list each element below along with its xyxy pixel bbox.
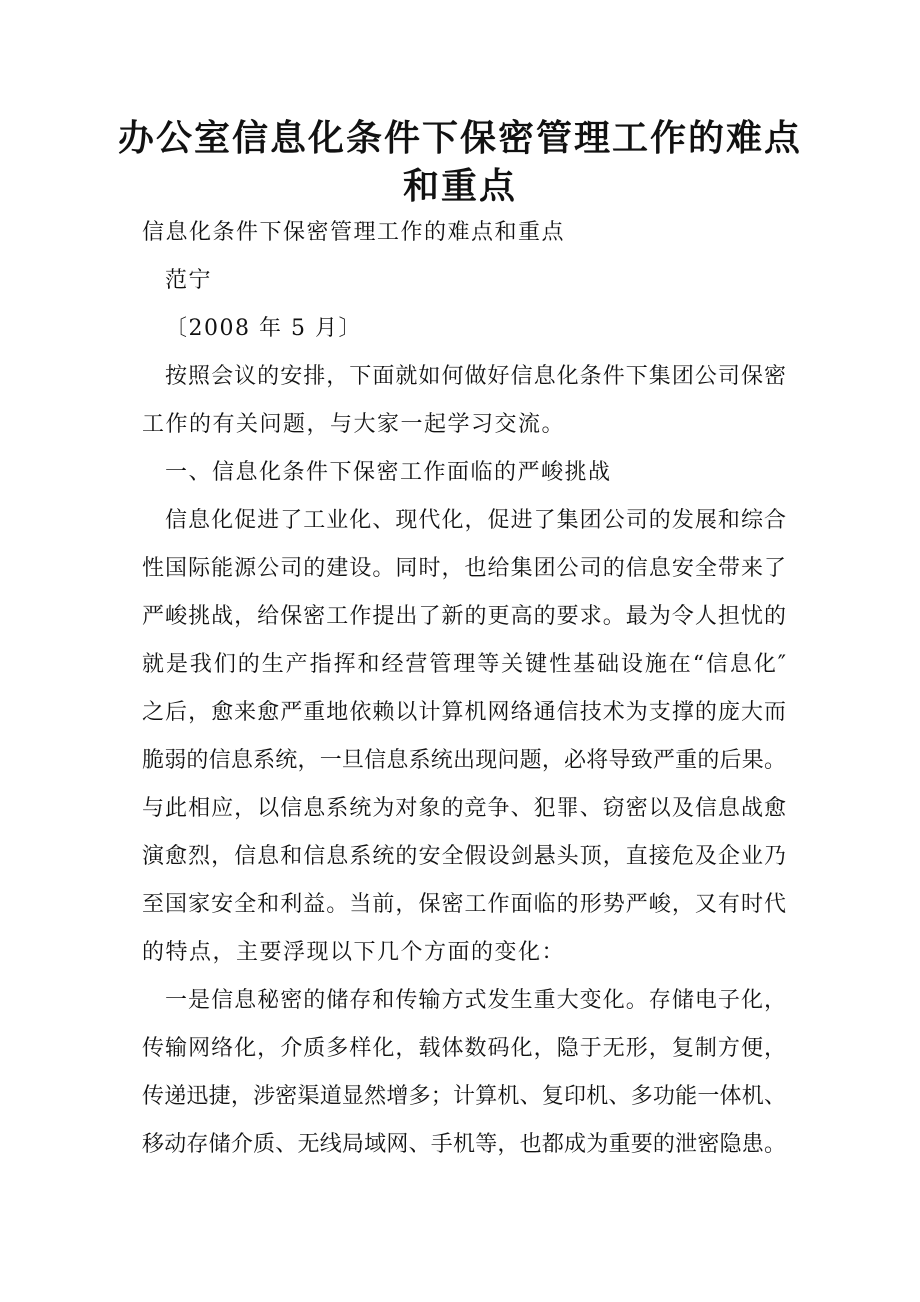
paragraph-line: 演愈烈，信息和信息系统的安全假设剑悬头顶，直接危及企业乃: [142, 844, 786, 869]
paragraph-line: 的特点，主要浮现以下几个方面的变化：: [142, 940, 566, 965]
paragraph-line: 一是信息秘密的储存和传输方式发生重大变化。存储电子化，: [165, 988, 786, 1013]
paragraph-line: 信息化促进了工业化、现代化，促进了集团公司的发展和综合: [165, 508, 786, 533]
paragraph-line: 严峻挑战，给保密工作提出了新的更高的要求。最为令人担忧的: [142, 604, 786, 629]
paragraph-line: 工作的有关问题，与大家一起学习交流。: [142, 412, 566, 437]
paragraph-line: 按照会议的安排，下面就如何做好信息化条件下集团公司保密: [165, 364, 786, 389]
paragraph-line: 移动存储介质、无线局域网、手机等，也都成为重要的泄密隐患。: [142, 1132, 786, 1157]
paragraph-line: 就是我们的生产指挥和经营管理等关键性基础设施在“信息化″: [142, 652, 786, 677]
document-title-line-2: 和重点: [402, 165, 517, 207]
paragraph-line: 之后，愈来愈严重地依赖以计算机网络通信技术为支撑的庞大而: [142, 700, 786, 725]
paragraph-line: 传输网络化，介质多样化，载体数码化，隐于无形，复制方便，: [142, 1036, 786, 1061]
paragraph-line: 脆弱的信息系统，一旦信息系统出现问题，必将导致严重的后果。: [142, 748, 786, 773]
section-heading: 一、信息化条件下保密工作面临的严峻挑战: [165, 460, 612, 485]
document-subtitle: 信息化条件下保密管理工作的难点和重点: [142, 220, 566, 245]
paragraph-line: 传递迅捷，涉密渠道显然增多；计算机、复印机、多功能一体机、: [142, 1084, 786, 1109]
paragraph-line: 至国家安全和利益。当前，保密工作面临的形势严峻，又有时代: [142, 892, 786, 917]
document-date: 〔2008 年 5 月〕: [165, 316, 362, 341]
paragraph-line: 性国际能源公司的建设。同时，也给集团公司的信息安全带来了: [142, 556, 786, 581]
paragraph-line: 与此相应，以信息系统为对象的竞争、犯罪、窃密以及信息战愈: [142, 796, 786, 821]
document-title-line-1: 办公室信息化条件下保密管理工作的难点: [117, 117, 802, 159]
document-author: 范宁: [165, 268, 213, 293]
